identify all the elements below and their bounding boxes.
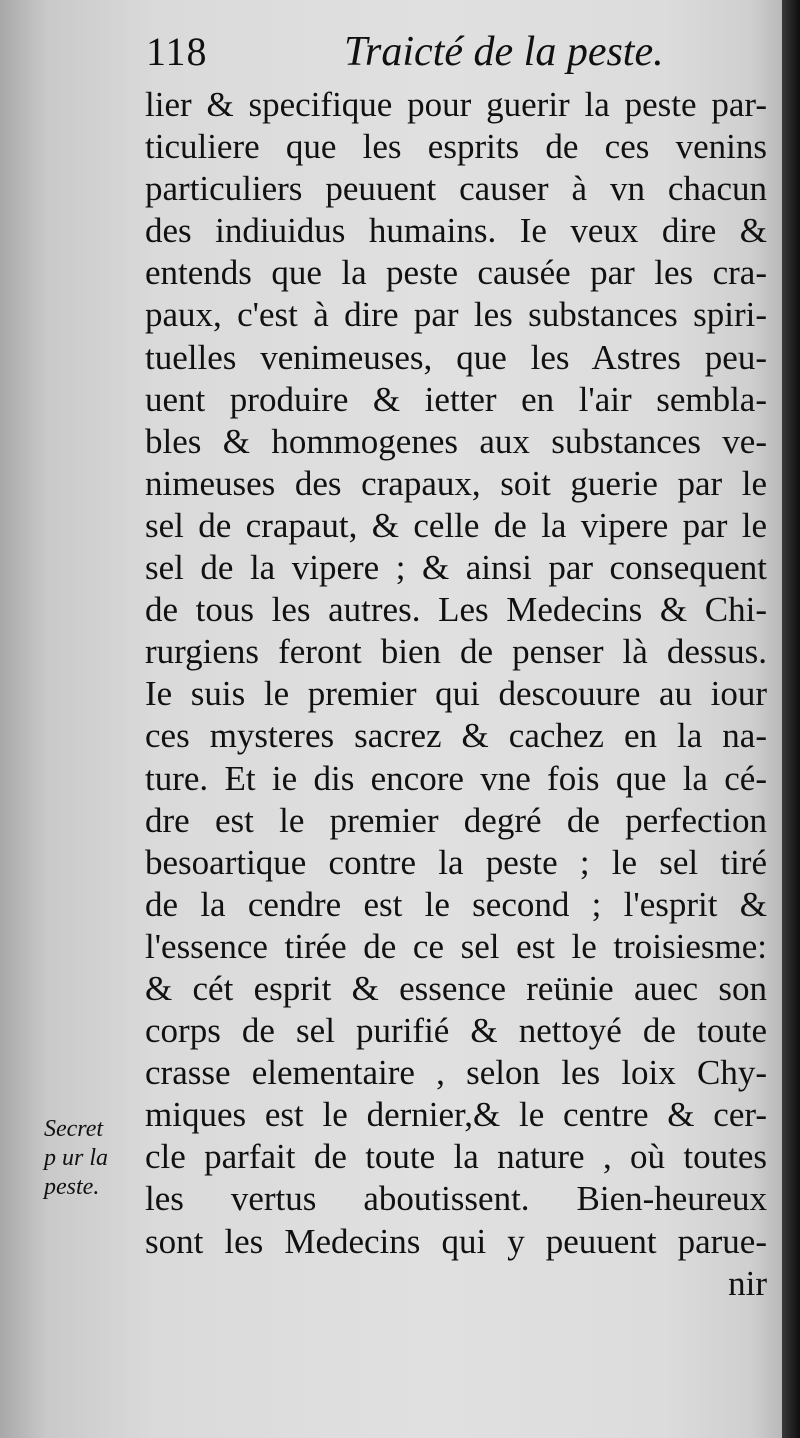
text-line: & cét esprit & essence reünie auec son [145,968,767,1008]
margin-note-line: Secret [44,1116,104,1142]
text-line: lier & specifique pour guerir la peste par- [145,85,767,124]
margin-note-line: peste. [44,1174,100,1200]
text-line: ces mysteres sacrez & cachez en la na- [145,716,767,756]
text-line: nimeuses des crapaux, soit guerie par le [145,463,767,503]
body-text [145,84,777,1305]
page-number: 118 [146,29,208,74]
text-line: ticuliere que les esprits de ces venins [145,127,767,167]
text-line: sel de crapaut, & celle de la vipere par le [145,505,767,545]
margin-note [44,1115,134,1202]
gutter-shadow [782,0,800,1438]
text-line: corps de sel purifié & nettoyé de toute [145,1011,767,1051]
text-line: dre est le premier degré de perfection [145,800,767,840]
text-line: sel de la vipere ; & ainsi par consequent [145,548,767,588]
text-line: miques est le dernier,& le centre & cer- [145,1095,767,1135]
text-line: les vertus aboutissent. Bien-heureux [145,1179,767,1219]
text-line: de la cendre est le second ; l'esprit & [145,884,767,924]
running-head: Traicté de la peste. [344,29,664,75]
text-line: paux, c'est à dire par les substances spiri- [145,295,767,335]
text-line: particuliers peuuent causer à vn chacun [145,169,767,209]
text-line: uent produire & ietter en l'air sembla- [145,379,767,419]
text-line: des indiuidus humains. Ie veux dire & [145,211,767,251]
text-line: sont les Medecins qui y peuuent parue- [145,1221,767,1261]
text-line: ture. Et ie dis encore vne fois que la cé- [145,758,767,798]
text-line: entends que la peste causée par les cra- [145,253,767,293]
text-line: l'essence tirée de ce sel est le troisiesme: [145,926,767,966]
text-line: Ie suis le premier qui descouure au iour [145,674,767,714]
text-line: rurgiens feront bien de penser là dessus. [145,632,767,672]
page-header [146,28,766,86]
text-line: de tous les autres. Les Medecins & Chi- [145,590,767,630]
text-line: besoartique contre la peste ; le sel tiré [145,842,767,882]
margin-note-line: p ur la [44,1145,109,1171]
text-line: cle parfait de toute la nature , où toutes [145,1137,767,1177]
text-line-catchword: nir [728,1263,767,1303]
text-line: crasse elementaire , selon les loix Chy- [145,1053,767,1093]
text-line: bles & hommogenes aux substances ve- [145,421,767,461]
text-line: tuelles venimeuses, que les Astres peu- [145,337,767,377]
